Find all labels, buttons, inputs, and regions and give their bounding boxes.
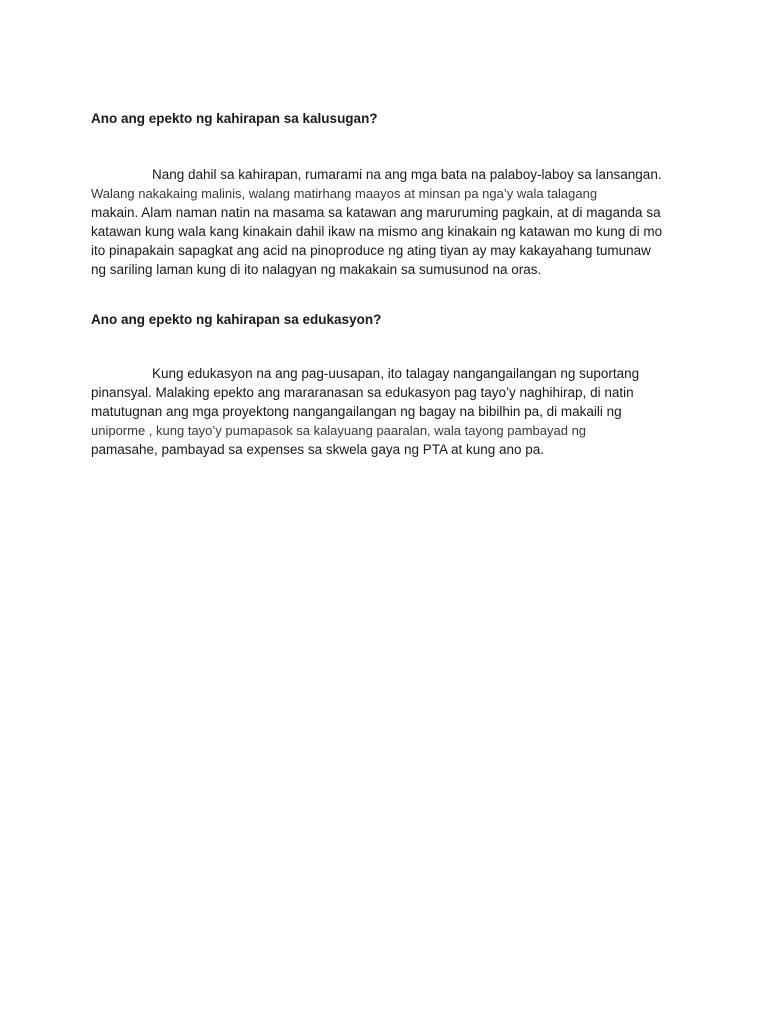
paragraph-edukasyon [91,364,691,459]
paragraph-line: Kung edukasyon na ang pag-uusapan, ito talagay nangangailangan ng suportang [152,366,640,381]
paragraph-line: makain. Alam naman natin na masama sa katawan ang maruruming pagkain, at di maganda sa [91,205,661,220]
paragraph-line: uniporme , kung tayo’y pumapasok sa kalayuang paaralan, wala tayong pambayad ng [91,423,587,438]
paragraph-line: katawan kung wala kang kinakain dahil ikaw na mismo ang kinakain ng katawan mo kung di mo [91,224,663,239]
paragraph-line: pamasahe, pambayad sa expenses sa skwela gaya ng PTA at kung ano pa. [91,442,545,457]
paragraph-line: pinansyal. Malaking epekto ang mararanasan sa edukasyon pag tayo’y naghihirap, di natin [91,385,634,400]
section-heading-edukasyon: Ano ang epekto ng kahirapan sa edukasyon? [91,312,382,327]
paragraph-line: ng sariling laman kung di ito nalagyan ng makakain sa sumusunod na oras. [91,262,542,277]
section-heading-kalusugan: Ano ang epekto ng kahirapan sa kalusugan? [91,111,378,126]
paragraph-line: Nang dahil sa kahirapan, rumarami na ang mga bata na palaboy-laboy sa lansangan. [152,167,662,182]
paragraph-line: Walang nakakaing malinis, walang matirhang maayos at minsan pa nga’y wala talagang [91,186,598,201]
paragraph-line: matutugnan ang mga proyektong nangangailangan ng bagay na bibilhin pa, di makaili ng [91,404,622,419]
paragraph-line: ito pinapakain sapagkat ang acid na pinoproduce ng ating tiyan ay may kakayahang tumunaw [91,243,651,258]
paragraph-kalusugan [91,165,691,279]
